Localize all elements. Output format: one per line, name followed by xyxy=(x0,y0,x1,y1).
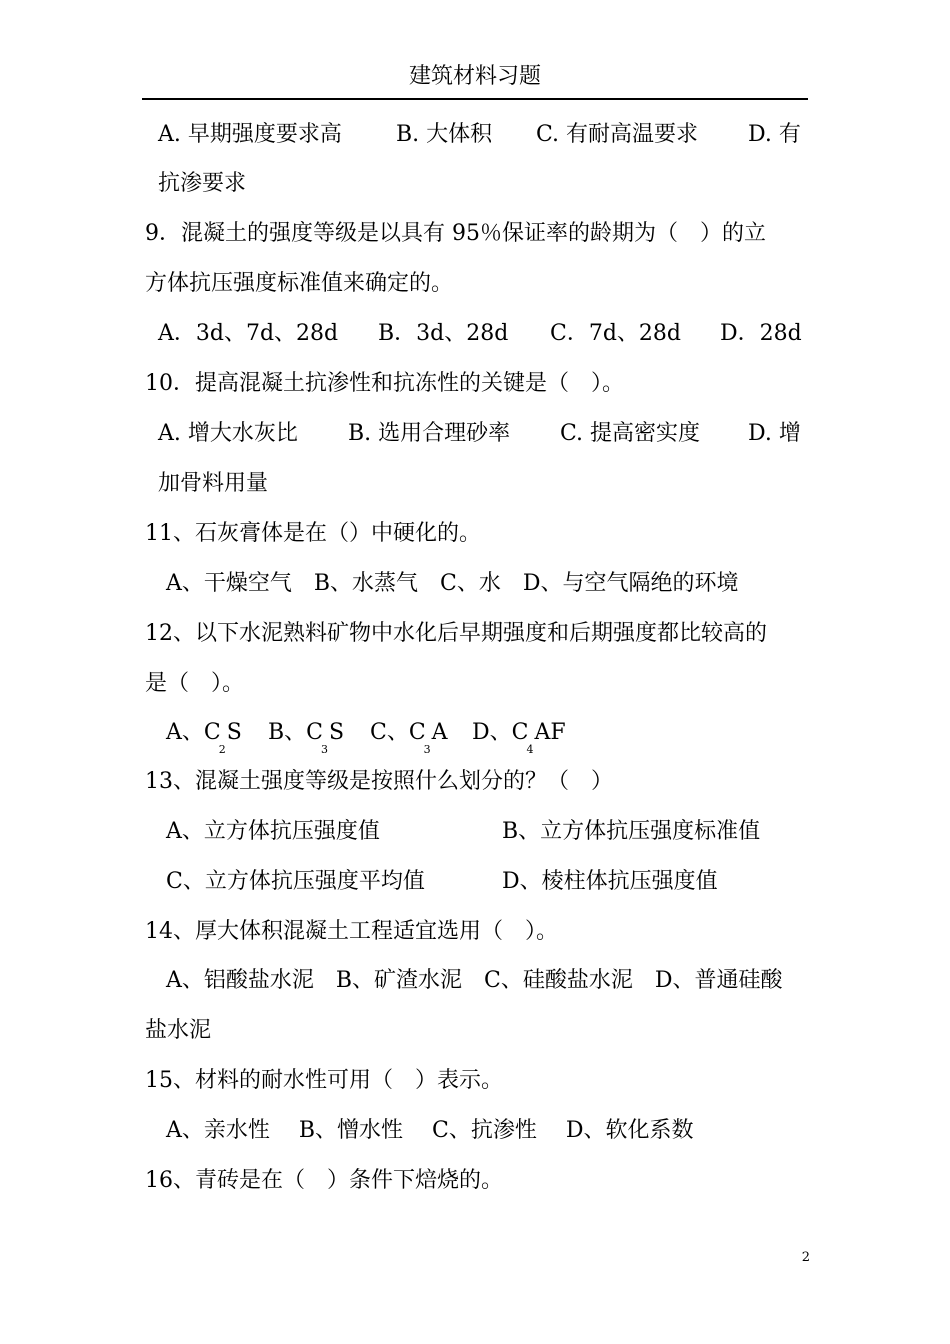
option-c: C、$C_3A$ xyxy=(370,720,448,756)
option-b: B. 大体积 xyxy=(396,122,493,147)
q13-options-row1 xyxy=(166,817,831,847)
q13-options-row2 xyxy=(166,867,831,897)
question-9-line1: 9．混凝土的强度等级是以具有 95％保证率的龄期为（ ）的立 xyxy=(145,221,766,246)
question-12-line2: 是（ ）。 xyxy=(145,671,245,696)
q15-options: A、亲水性 B、憎水性 C、抗渗性 D、软化系数 xyxy=(166,1118,694,1143)
question-13: 13、混凝土强度等级是按照什么划分的？（ ） xyxy=(145,769,613,794)
option-b: B. 选用合理砂率 xyxy=(348,421,511,446)
question-10: 10．提高混凝土抗渗性和抗冻性的关键是（ ）。 xyxy=(145,371,624,396)
page-number: 2 xyxy=(801,1250,810,1265)
option-c: C、立方体抗压强度平均值 xyxy=(166,869,425,894)
question-12-line1: 12、以下水泥熟料矿物中水化后早期强度和后期强度都比较高的 xyxy=(145,621,767,646)
option-c: C. 有耐高温要求 xyxy=(536,122,699,147)
header-rule xyxy=(142,98,808,100)
q12-options xyxy=(166,718,831,756)
q8-options-cont: 抗渗要求 xyxy=(158,171,247,196)
option-b: B、立方体抗压强度标准值 xyxy=(502,819,761,844)
option-a: A、立方体抗压强度值 xyxy=(166,819,380,844)
option-a: A、$C_2S$ xyxy=(166,720,242,756)
option-a: A. 增大水灰比 xyxy=(158,421,298,446)
q14-options: A、铝酸盐水泥 B、矿渣水泥 C、硅酸盐水泥 D、普通硅酸 xyxy=(166,968,783,993)
option-d: D、$C_4AF$ xyxy=(472,720,566,756)
option-c: C．7d、28d xyxy=(550,321,681,346)
q9-options xyxy=(158,319,823,349)
option-d: D、棱柱体抗压强度值 xyxy=(502,869,718,894)
question-9-line2: 方体抗压强度标准值来确定的。 xyxy=(145,271,454,296)
option-c: C. 提高密实度 xyxy=(560,421,701,446)
question-15: 15、材料的耐水性可用（ ）表示。 xyxy=(145,1068,503,1093)
option-a: A. 早期强度要求高 xyxy=(158,122,342,147)
option-a: A．3d、7d、28d xyxy=(158,321,339,346)
page-header-title: 建筑材料习题 xyxy=(408,64,541,89)
option-b: B、$C_3S$ xyxy=(268,720,345,756)
option-b: B．3d、28d xyxy=(378,321,509,346)
question-11: 11、石灰膏体是在（）中硬化的。 xyxy=(145,521,481,546)
question-16: 16、青砖是在（ ）条件下焙烧的。 xyxy=(145,1168,503,1193)
q14-options-cont: 盐水泥 xyxy=(145,1018,212,1043)
q8-options xyxy=(158,120,823,150)
question-14: 14、厚大体积混凝土工程适宜选用（ ）。 xyxy=(145,919,558,944)
option-d: D. 增 xyxy=(748,421,801,446)
q10-options xyxy=(158,419,823,449)
q11-options: A、干燥空气 B、水蒸气 C、水 D、与空气隔绝的环境 xyxy=(166,571,739,596)
option-d: D．28d xyxy=(720,321,802,346)
q10-options-cont: 加骨料用量 xyxy=(158,471,269,496)
option-d: D. 有 xyxy=(748,122,801,147)
